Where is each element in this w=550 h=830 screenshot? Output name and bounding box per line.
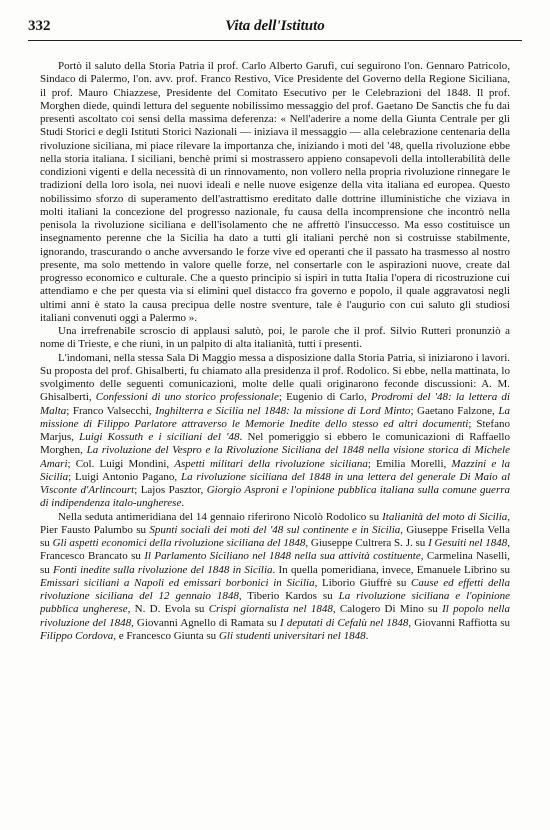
page-header (28, 18, 522, 44)
text-run: Portò il saluto della Storia Patria il prof. Carlo Alberto Garufi, cui seguirono l'on. Gennaro Patricolo, Sindaco di Palermo, l'on. avv. prof. Franco Restivo, Vice Presidente del Governo della Regione Siciliana, il prof. Mauro Chiazzese, Presidente del Comitato Esecutivo per le Celebrazioni del 1848. Il prof. Morghen diede, quindi lettura del seguente nobilissimo messaggio del prof. Gaetano De Sanctis che fu dai presenti ascoltato coi sensi della massima deferenza: « Nell'aderire a nome della Giunta Centrale per gli Studi Storici e degli Istituti Storici Nazionali — iniziava il messaggio — alla celebrazione centenaria della rivoluzione siciliana, mi piace rilevare la importanza che, iniziando i moti del '48, quella rivoluzione ebbe nella storia italiana. I siciliani, benchè primi si mostrassero appieno consapevoli della intollerabilità delle condizioni vigenti e della necessità di un rinnovamento, non vollero nella propria rivoluzione rinnegare le tradizioni della loro isola, nei nuovi ideali e nelle nuove esigenze della vita italiana ed europea. Questo nobilissimo sforzo di superamento dell'astrattismo ereditato dalle dottrine illuministiche che viziava in molti italiani la concezione del progresso nazionale, fu causa della incomprensione che incontrò nella penisola la rivoluzione siciliana e dell'isolamento che ne affrettò l'insuccesso. Ma esso costituisce un insegnamento perenne che la Sicilia ha dato a tutti gli italiani perchè non si costruisse stabilmente, ignorando, trascurando o anche avversando le forze vive ed operanti che il passato ha trasmesso al nostro presente, ma solo mettendo in valore quelle forze, nel consertarle con le aspirazioni nuove, create dal progresso economico e culturale. Che a questo principio si ispiri in tutta Italia l'opera di ricostruzione cui attendiamo e che per questa via si elimini quel distacco fra governo e popolo, il quale aggravatosi negli ultimi anni è stato la causa precipua delle nostre sventure, tale è l'augurio con cui saluto gli studiosi italiani convenuti oggi a Palermo ». (40, 60, 510, 324)
text-run: , Giuseppe Cultrera S. J. su (305, 537, 429, 549)
italic-title: Luigi Kossuth e i siciliani del '48 (79, 431, 240, 443)
italic-title: Inghilterra e Sicilia nel 1848: la missione di Lord Minto (155, 404, 411, 417)
italic-title: I deputati di Cefalù nel 1848 (280, 616, 409, 629)
italic-title: Aspetti militari della rivoluzione siciliana (174, 457, 368, 470)
text-run: , Carmelina Naselli, su (40, 550, 510, 576)
italic-title: La rivoluzione del Vespro e la Rivoluzione Siciliana del 1848 nella visione storica di Michele Amari (40, 444, 510, 470)
text-run: Una irrefrenabile scroscio di applausi salutò, poi, le parole che il prof. Silvio Rutteri pronunziò a nome di Trieste, e che riunì, in un palpito di alta italianità, tutti i presenti. (40, 325, 510, 351)
text-run: ; Stefano Marjus, (40, 417, 510, 443)
text-run: ; Gaetano Falzone, (410, 404, 499, 417)
italic-title: Italianità del moto di Sicilia (382, 510, 508, 523)
text-run: , Liborio Giuffrè su (314, 576, 412, 589)
italic-title: Cause ed effetti della rivoluzione siciliana del 12 gennaio 1848 (40, 576, 510, 602)
italic-title: La rivoluzione siciliana e l'opinione pubblica ungherese (40, 590, 510, 616)
italic-title: Spunti sociali dei moti del '48 sul continente e in Sicilia (149, 523, 401, 536)
text-run: ; Col. Luigi Mondini, (67, 457, 175, 470)
text-run: ; Eugenio di Carlo, (278, 391, 371, 404)
paragraph-2 (40, 325, 510, 352)
italic-title: Il popolo nella rivoluzione del 1848 (40, 603, 510, 629)
text-run: L'indomani, nella stessa Sala Di Maggio messa a disposizione dalla Storia Patria, si iniziarono i lavori. Su proposta del prof. Ghisalberti, fu chiamato alla presidenza il prof. Rodolico. Si ebbe, nella mattinata, lo svolgimento delle seguenti comunicazioni, molte delle quali originarono feconde discussioni: A. M. Ghisalberti, (40, 351, 510, 404)
text-run: ; Emilia Morelli, (367, 457, 452, 470)
italic-title: Filippo Cordova (40, 629, 114, 642)
text-run: ; Lajos Pasztor, (134, 484, 207, 496)
italic-title: La missione di Filippo Parlatore attraverso le Memorie Inedite dello stesso ed altri documenti (40, 404, 510, 430)
header-rule (28, 40, 522, 41)
text-run: , e Francesco Giunta su (113, 629, 219, 642)
italic-title: Gli studenti universitari nel 1848 (218, 629, 366, 642)
text-run: , Giovanni Agnello di Ramata su (131, 616, 280, 629)
paragraph-3 (40, 352, 510, 511)
italic-title: Crispi giornalista nel 1848 (208, 603, 333, 616)
italic-title: Fonti inedite sulla rivoluzione del 1848 in Sicilia (53, 563, 273, 576)
text-run: . (181, 497, 185, 510)
text-run: , Calogero Di Mino su (332, 603, 443, 616)
text-run: , Pier Fausto Palumbo su (40, 510, 510, 536)
text-run: . Nel pomeriggio si ebbero le comunicazioni di Raffaello Morghen, (40, 431, 510, 457)
paragraph-4 (40, 511, 510, 644)
paragraph-1 (40, 60, 510, 325)
text-run: , Giovanni Raffiotta su (408, 616, 510, 629)
text-run: . (365, 629, 369, 642)
text-run: ; Franco Valsecchi, (66, 404, 156, 417)
running-title: Vita dell'Istituto (225, 18, 325, 34)
italic-title: Prodromi del '48: la lettera di Malta (40, 391, 510, 417)
text-run: , N. D. Evola su (127, 603, 209, 616)
italic-title: I Gesuiti nel 1848 (428, 537, 508, 549)
text-run: , Francesco Brancato su (40, 537, 510, 563)
italic-title: Il Parlamento Siciliano nel 1848 nella sua attività costituente (144, 550, 421, 563)
text-run: , Giuseppe Frisella Vella su (40, 523, 510, 549)
italic-title: La rivoluzione siciliana del 1848 in una lettera del generale Di Maio al Visconte d'Arlincourt (40, 470, 510, 496)
body-text (40, 60, 510, 812)
text-run: . In quella pomeridiana, invece, Emanuele Librino su (272, 563, 510, 576)
page-number: 332 (28, 18, 51, 34)
italic-title: Emissari siciliani a Napoli ed emissari borbonici in Sicilia (40, 576, 315, 589)
text-run: ; Luigi Antonio Pagano, (68, 470, 181, 483)
text-run: Nella seduta antimeridiana del 14 gennaio riferirono Nicolò Rodolico su (58, 510, 383, 523)
italic-title: Giorgio Asproni e l'opinione pubblica italiana sulla comune guerra di indipendenza italo-ungherese (40, 484, 510, 510)
italic-title: Gli aspetti economici della rivoluzione siciliana del 1848 (52, 537, 306, 549)
italic-title: Confessioni di uno storico professionale (95, 391, 279, 404)
italic-title: Mazzini e la Sicilia (40, 457, 510, 483)
text-run: , Tiberio Kardos su (238, 590, 339, 602)
